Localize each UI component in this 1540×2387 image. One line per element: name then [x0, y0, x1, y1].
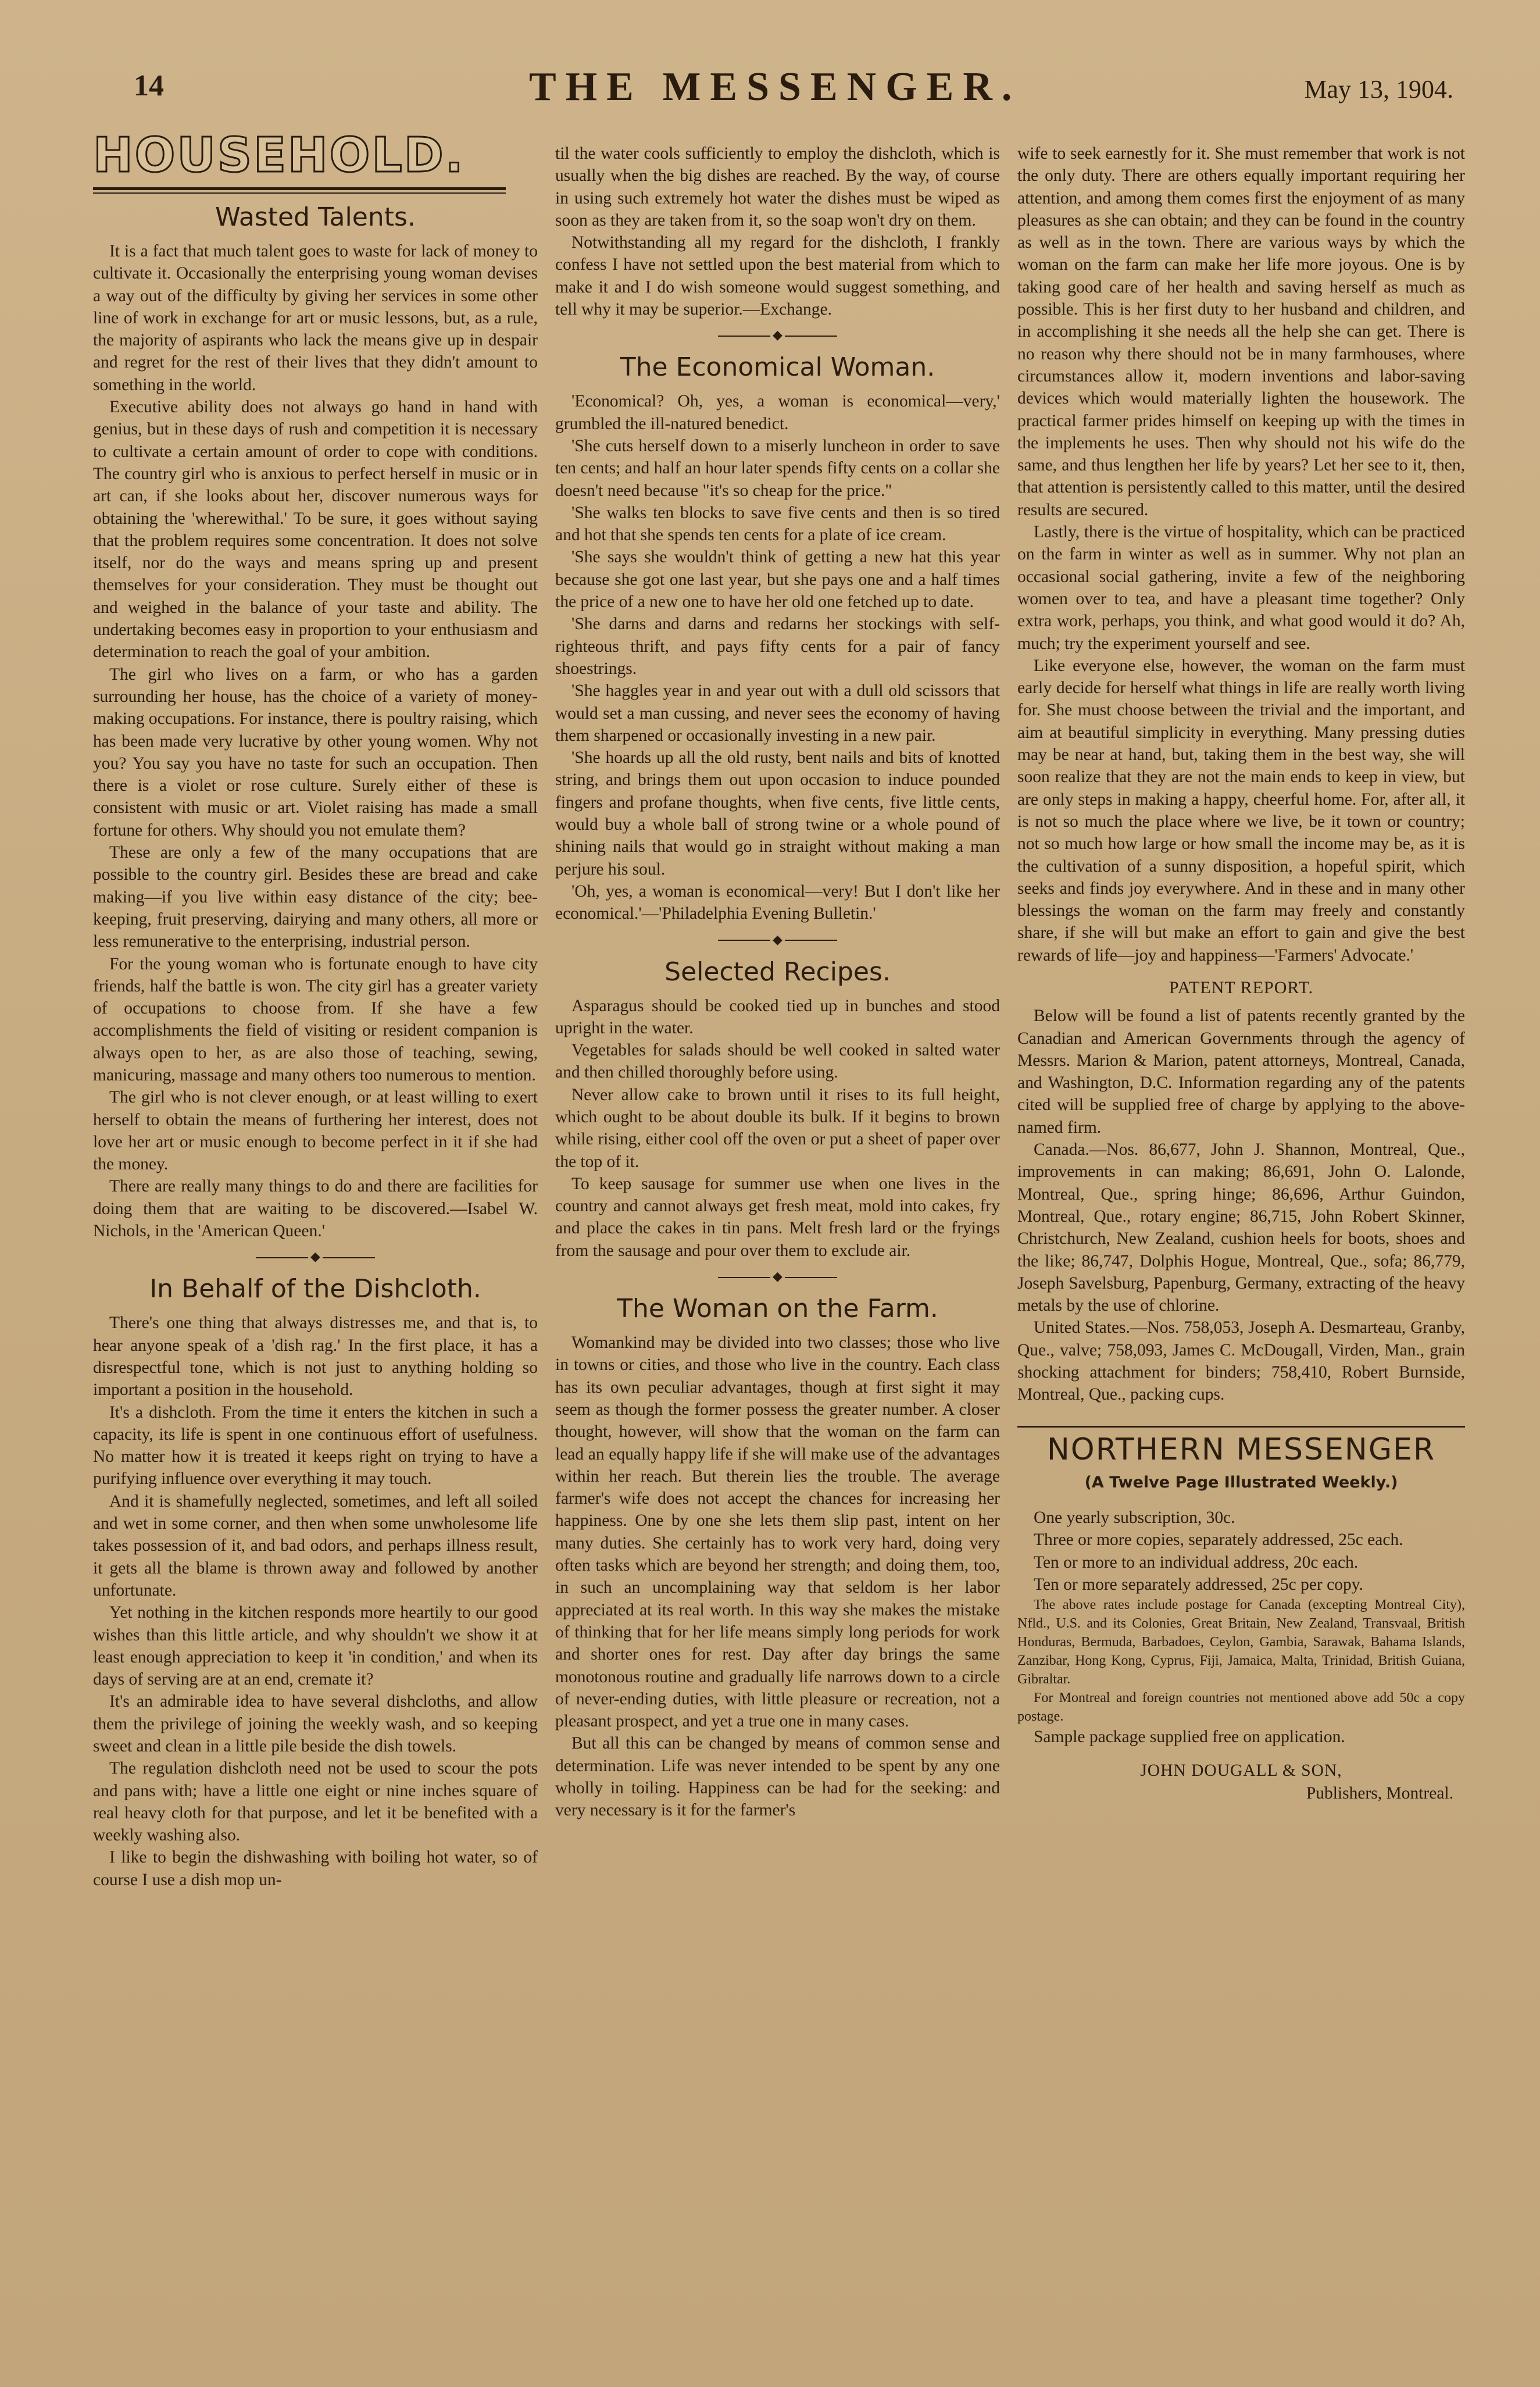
- banner-rule: [93, 187, 506, 194]
- recipe-item: Vegetables for salads should be well cooked in salted water and then chilled thoroughly before using.: [555, 1041, 1000, 1082]
- dishcloth-body: [93, 1312, 538, 1891]
- recipe-item: Asparagus should be cooked tied up in bunches and stood upright in the water.: [555, 996, 1000, 1037]
- page-number: 14: [134, 69, 164, 102]
- economical-woman-body: [555, 390, 1000, 925]
- section-ornament: ◆: [93, 1248, 538, 1265]
- article-paragraph: 'She walks ten blocks to save five cents and then is so tired and hot that she spends ten cents for a plate of ice cream.: [555, 503, 1000, 545]
- article-paragraph: Womankind may be divided into two classes; those who live in towns or cities, and those who live in the country. Each class has its own peculiar advantages, though at first sight it may seem as though the former possess the greater number. A closer thought, however, will show that the woman on the farm can lead an equally happy life if she will make use of the advantages within her reach. But therein lies the trouble. The average farmer's wife does not accept the chances for increasing her happiness. One by one she lets them slip past, intent on her many duties. She certainly has to work very hard, doing very often tasks which are beyond her strength; and doing them, too, in such an uncomplaining way that seldom is her labor appreciated at its real worth. In this way she makes the mistake of thinking that for her life means simply long periods for work and shorter ones for rest. Day after day brings the same monotonous routine and gradually life narrows down to a circle of never-ending duties, with little pleasure or recreation, not a pleasant prospect, and yet a true one in many cases.: [555, 1333, 1000, 1731]
- article-paragraph: til the water cools sufficiently to employ the dishcloth, which is usually when the big dishes are reached. By the way, of course in using such extremely hot water the dishes must be wiped as soon as they are taken from it, so the soap won't dry on them.: [555, 144, 1000, 230]
- article-paragraph: It is a fact that much talent goes to waste for lack of money to cultivate it. Occasionally the enterprising young woman devises a way out of the difficulty by giving her services in some other line of work in exchange for art or music lessons, but, as a rule, the majority of aspirants who lack the means give up in despair and regret for the rest of their lives that they didn't amount to something in the world.: [93, 242, 538, 394]
- publisher-location: Publishers, Montreal.: [1306, 1783, 1453, 1803]
- economical-woman-title: The Economical Woman.: [620, 352, 935, 383]
- woman-on-farm-continued: [1017, 142, 1465, 966]
- article-paragraph: 'She says she wouldn't think of getting a new hat this year because she got one last year, but she pays one and a half times the price of a new one to have her old one fetched up to date.: [555, 548, 1000, 612]
- article-paragraph: 'Economical? Oh, yes, a woman is economical—very,' grumbled the ill-natured benedict.: [555, 392, 1000, 433]
- article-paragraph: 'She cuts herself down to a miserly luncheon in order to save ten cents; and half an hour later spends fifty cents on a collar she doesn't need because "it's so cheap for the price.": [555, 436, 1000, 500]
- patent-report-body: [1017, 1005, 1465, 1405]
- issue-date: May 13, 1904.: [1304, 75, 1453, 104]
- selected-recipes-title: Selected Recipes.: [664, 957, 891, 987]
- recipe-item: To keep sausage for summer use when one lives in the country and cannot always get fresh meat, mold into cakes, fry and place the cakes in tin pans. Melt fresh lard or the fryings from the sausage and pour over them to exclude air.: [555, 1174, 1000, 1260]
- ad-subtitle: (A Twelve Page Illustrated Weekly.): [1084, 1473, 1398, 1492]
- dishcloth-continued: [555, 142, 1000, 320]
- article-paragraph: Like everyone else, however, the woman on the farm must early decide for herself what things in life are really worth living for. She must choose between the trivial and the important, and aim at beautiful simplicity in everything. Many pressing duties may be near at hand, but, taking them in the best way, she will soon realize that they are not the main ends to keep in view, but are only steps in making a happy, cheerful home. For, after all, it is not so much the place where we live, be it town or country; not so much how large or how small the income may be, as it is the cultivation of a sunny disposition, a hopeful spirit, which seeks and finds joy everywhere. And in these and in many other blessings the woman on the farm may freely and constantly share, if she will but make an effort to gain and give the best rewards of life—joy and happiness—'Farmers' Advocate.': [1017, 656, 1465, 965]
- rate-line: Three or more copies, separately addressed, 25c each.: [1034, 1530, 1403, 1550]
- household-banner: HOUSEHOLD.: [93, 128, 465, 183]
- article-paragraph: There are really many things to do and there are facilities for doing them that are waiting to be discovered.—Isabel W. Nichols, in the 'American Queen.': [93, 1177, 538, 1241]
- article-paragraph: Notwithstanding all my regard for the dishcloth, I frankly confess I have not settled upon the best material from which to make it and I do wish someone would suggest something, and tell why it may be superior.—Exchange.: [555, 233, 1000, 319]
- postage-note: The above rates include postage for Canada (excepting Montreal City), Nfld., U.S. and its Colonies, Great Britain, New Zealand, Transvaal, British Honduras, Bermuda, Barbadoes, Ceylon, Gambia, Sarawak, Bahama Islands, Zanzibar, Hong Kong, Cyprus, Fiji, Jamaica, Malta, Trinidad, British Guiana, Gibraltar.: [1017, 1597, 1465, 1687]
- article-paragraph: There's one thing that always distresses me, and that is, to hear anyone speak of a 'dish rag.' In the first place, it has a disrespectful tone, which is not just to anything holding so important a position in the household.: [93, 1314, 538, 1400]
- article-paragraph: Below will be found a list of patents recently granted by the Canadian and American Governments through the agency of Messrs. Marion & Marion, patent attorneys, Montreal, Canada, and Washington, D.C. Information regarding any of the patents cited will be supplied free of charge by applying to the above-named firm.: [1017, 1007, 1465, 1137]
- article-paragraph: Lastly, there is the virtue of hospitality, which can be practiced on the farm in winter as well as in summer. Why not plan an occasional social gathering, invite a few of the neighboring women over to tea, and have a pleasant time together? Only extra work, perhaps, you think, and what good would it do? Ah, much; try the experiment yourself and see.: [1017, 523, 1465, 653]
- column-1: [93, 128, 538, 1891]
- article-paragraph: Canada.—Nos. 86,677, John J. Shannon, Montreal, Que., improvements in can making; 86,691, John O. Lalonde, Montreal, Que., spring hinge; 86,696, Arthur Guindon, Montreal, Que., rotary engine; 86,715, John Robert Skinner, Christchurch, New Zealand, cushion heels for boots, shoes and the like; 86,747, Dolphis Hogue, Montreal, Que., sofa; 86,779, Joseph Savelsburg, Papenburg, Germany, extracting of the heavy metals by the use of chlorine.: [1017, 1140, 1465, 1315]
- article-paragraph: And it is shamefully neglected, sometimes, and left all soiled and wet in some corner, and then when some unwholesome life takes possession of it, and bad odors, and perhaps illness result, it gets all the blame is thrown away and followed by another unfortunate.: [93, 1492, 538, 1600]
- masthead: [134, 64, 1453, 116]
- article-paragraph: It's an admirable idea to have several dishcloths, and allow them the privilege of joining the weekly wash, and so keeping sweet and clean in a little pile beside the dish towels.: [93, 1692, 538, 1756]
- wasted-talents-body: [93, 240, 538, 1242]
- article-paragraph: United States.—Nos. 758,053, Joseph A. Desmarteau, Granby, Que., valve; 758,093, James C. McDougall, Virden, Man., grain shocking attachment for binders; 758,410, Robert Burnside, Montreal, Que., packing cups.: [1017, 1318, 1465, 1404]
- column-2: [555, 142, 1000, 1822]
- article-paragraph: 'Oh, yes, a woman is economical—very! But I don't like her economical.'—'Philadelphia Evening Bulletin.': [555, 882, 1000, 923]
- dishcloth-title: In Behalf of the Dishcloth.: [149, 1274, 481, 1304]
- recipe-item: Never allow cake to brown until it rises to its full height, which ought to be about double its bulk. If it begins to brown while rising, either cool off the oven or put a sheet of paper over the top of it.: [555, 1085, 1000, 1171]
- publisher-name: JOHN DOUGALL & SON,: [1140, 1761, 1342, 1781]
- section-ornament: ◆: [555, 326, 1000, 344]
- woman-on-farm-body: [555, 1332, 1000, 1822]
- article-paragraph: Yet nothing in the kitchen responds more heartily to our good wishes than this little article, and why shouldn't we show it at least enough appreciation to keep it 'in condition,' and when its days of serving are at an end, cremate it?: [93, 1603, 538, 1689]
- section-ornament: ◆: [555, 931, 1000, 948]
- column-3: [1017, 142, 1465, 1804]
- article-paragraph: I like to begin the dishwashing with boiling hot water, so of course I use a dish mop un-: [93, 1848, 538, 1889]
- article-paragraph: 'She hoards up all the old rusty, bent nails and bits of knotted string, and brings them out upon occasion to induce pounded fingers and profane thoughts, when five cents, five little cents, would buy a whole ball of strong twine or a whole pound of shining nails that would go in straight without making a man perjure his soul.: [555, 748, 1000, 879]
- recipes-list: [555, 995, 1000, 1262]
- article-paragraph: But all this can be changed by means of common sense and determination. Life was never intended to be spent by any one wholly in toiling. Happiness can be had for the seeking: and very necessary is it for the farmer's: [555, 1734, 1000, 1820]
- ad-rule: [1017, 1426, 1465, 1428]
- woman-on-farm-title: The Woman on the Farm.: [617, 1294, 938, 1324]
- rate-line: Ten or more to an individual address, 20c each.: [1034, 1553, 1359, 1572]
- sample-note: Sample package supplied free on application.: [1034, 1728, 1345, 1747]
- article-paragraph: Executive ability does not always go hand in hand with genius, but in these days of rush and competition it is necessary to cultivate a certain amount of order to cope with conditions. The country girl who is anxious to perfect herself in music or in art can, if she looks about her, discover numerous ways for obtaining the 'wherewithal.' To be sure, it goes without saying that the problem requires some concentration. It does not solve itself, nor do the ways and means spring up and present themselves for your consideration. They must be thought out and weighed in the balance of your taste and ability. The undertaking becomes easy in proportion to your enthusiasm and determination to reach the goal of your ambition.: [93, 398, 538, 662]
- northern-messenger-ad: [1017, 1426, 1465, 1804]
- ad-title: NORTHERN MESSENGER: [1046, 1432, 1436, 1467]
- article-paragraph: 'She haggles year in and year out with a dull old scissors that would set a man cussing, and never sees the economy of having them sharpened or occasionally investing in a new pair.: [555, 682, 1000, 745]
- foreign-note: For Montreal and foreign countries not mentioned above add 50c a copy postage.: [1017, 1690, 1465, 1725]
- article-paragraph: It's a dishcloth. From the time it enters the kitchen in such a capacity, its life is spent in one continuous effort of usefulness. No matter how it is treated it keeps right on trying to have a purifying influence over everything it may touch.: [93, 1403, 538, 1489]
- section-ornament: ◆: [555, 1268, 1000, 1285]
- article-paragraph: These are only a few of the many occupations that are possible to the country girl. Besides these are bread and cake making—if you live within easy distance of the city; bee-keeping, fruit preserving, dairying and many others, all more or less remunerative to the enterprising, industrial person.: [93, 843, 538, 951]
- article-paragraph: The girl who is not clever enough, or at least willing to exert herself to obtain the means of furthering her interest, does not love her art or music enough to become perfect in it if she had the money.: [93, 1088, 538, 1174]
- article-paragraph: The girl who lives on a farm, or who has a garden surrounding her house, has the choice of a variety of money-making occupations. For instance, there is poultry raising, which has been made very lucrative by other young women. Why not you? You say you have no taste for such an occupation. Then there is a violet or rose culture. Surely either of these is consistent with music or art. Violet raising has made a small fortune for others. Why should you not emulate them?: [93, 665, 538, 840]
- article-paragraph: The regulation dishcloth need not be used to scour the pots and pans with; have a little one eight or nine inches square of real heavy cloth for that purpose, and let it be benefited with a weekly washing also.: [93, 1759, 538, 1845]
- article-paragraph: For the young woman who is fortunate enough to have city friends, half the battle is won. The city girl has a greater variety of occupations to choose from. If she have a few accomplishments the field of visiting or resident companion is always open to her, as are also those of teaching, sewing, manicuring, massage and many others too numerous to mention.: [93, 954, 538, 1084]
- article-paragraph: wife to seek earnestly for it. She must remember that work is not the only duty. There are others equally important requiring her attention, and among them comes first the enjoyment of as many pleasures as she can obtain; and they can be found in the country as well as in the town. There are various ways by which the woman on the farm can make her life more joyous. One is by taking good care of her health and saving herself as much as possible. This is her first duty to her husband and children, and in accomplishing it she needs all the help she can get. There is no reason why there should not be in many farmhouses, where circumstances allow it, modern inventions and labor-saving devices which would materially lighten the housework. The practical farmer prides himself on keeping up with the times in the implements he uses. Then why should not his wife do the same, and thus lengthen her life by years? Let her see to it, then, that attention is persistently called to this matter, until the desired results are secured.: [1017, 144, 1465, 519]
- paper-title: THE MESSENGER.: [529, 65, 1021, 109]
- wasted-talents-title: Wasted Talents.: [215, 202, 416, 232]
- patent-report-title: PATENT REPORT.: [1169, 977, 1314, 997]
- rate-line: Ten or more separately addressed, 25c per copy.: [1034, 1575, 1363, 1594]
- rate-line: One yearly subscription, 30c.: [1034, 1508, 1235, 1527]
- article-paragraph: 'She darns and darns and redarns her stockings with self-righteous thrift, and pays fifty cents for a pair of fancy shoestrings.: [555, 615, 1000, 678]
